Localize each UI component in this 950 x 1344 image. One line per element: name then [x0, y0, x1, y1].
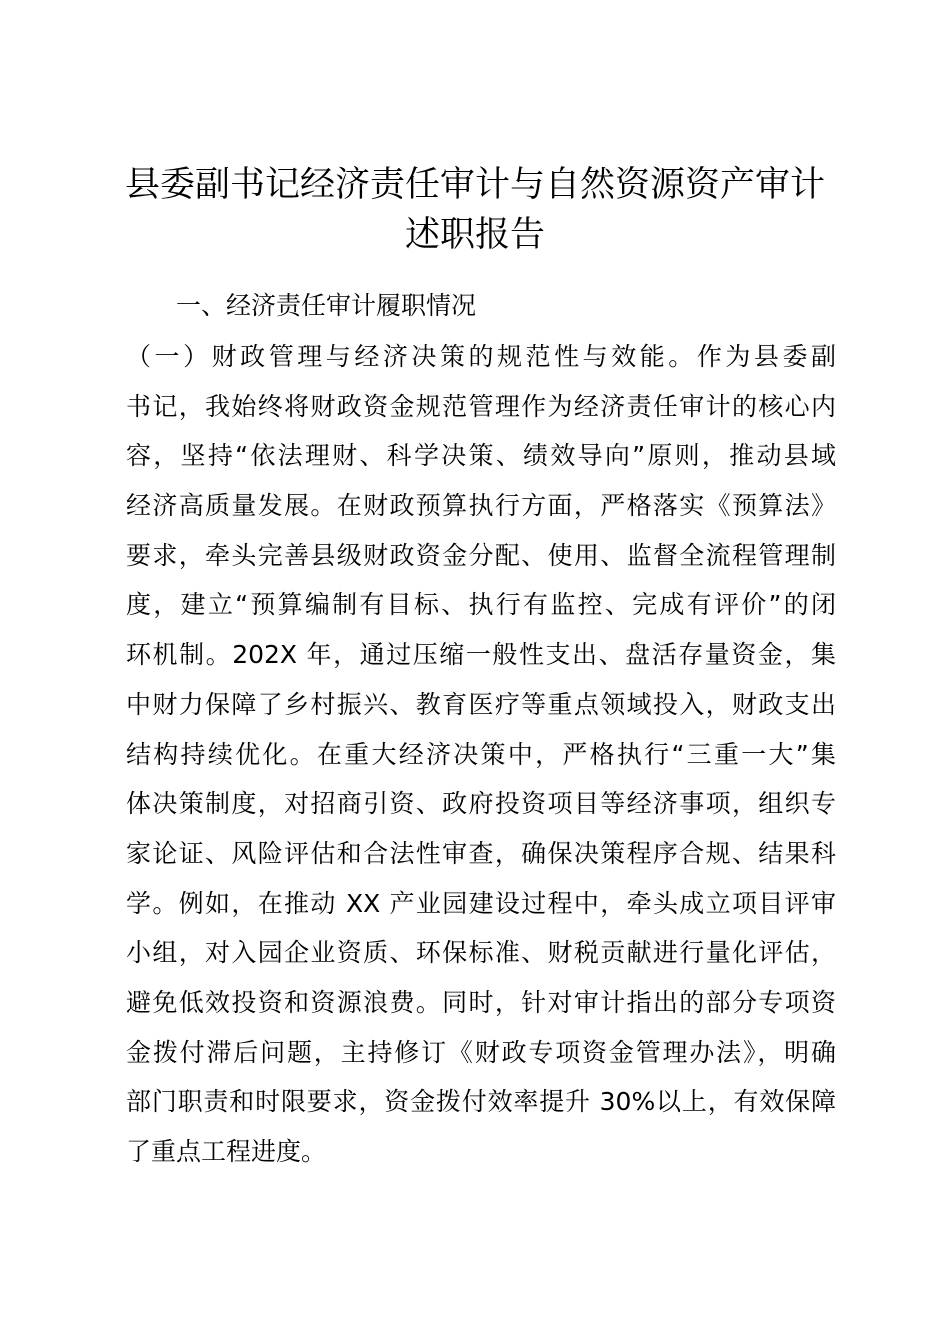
- paragraph-line-last: 了重点工程进度。: [126, 1137, 327, 1166]
- document-title: [120, 160, 830, 259]
- paragraph-line: 避免低效投资和资源浪费。同时，针对审计指出的部分专项资: [126, 987, 836, 1017]
- paragraph-line: 中财力保障了乡村振兴、教育医疗等重点领域投入，财政支出: [126, 689, 836, 719]
- paragraph-line: （一）财政管理与经济决策的规范性与效能。作为县委副: [126, 342, 836, 371]
- title-line-1: 县委副书记经济责任审计与自然资源资产审计: [124, 165, 825, 205]
- paragraph-body: [126, 332, 836, 1177]
- paragraph-line: 环机制。202X 年，通过压缩一般性支出、盘活存量资金，集: [126, 640, 836, 670]
- paragraph-line: 结构持续优化。在重大经济决策中，严格执行“三重一大”集: [126, 739, 836, 769]
- title-line-2: 述职报告: [404, 214, 545, 255]
- paragraph-line: 家论证、风险评估和合法性审查，确保决策程序合规、结果科: [126, 838, 836, 868]
- paragraph-line: 书记，我始终将财政资金规范管理作为经济责任审计的核心内: [126, 391, 836, 421]
- paragraph-line: 度，建立“预算编制有目标、执行有监控、完成有评价”的闭: [126, 590, 836, 620]
- section-heading: 一、经济责任审计履职情况: [176, 291, 477, 320]
- paragraph-line: 部门职责和时限要求，资金拨付效率提升 30%以上，有效保障: [126, 1087, 836, 1117]
- paragraph-line: 小组，对入园企业资质、环保标准、财税贡献进行量化评估，: [126, 938, 836, 968]
- paragraph-line: 容，坚持“依法理财、科学决策、绩效导向”原则，推动县域: [126, 441, 836, 471]
- paragraph-line: 金拨付滞后问题，主持修订《财政专项资金管理办法》，明确: [126, 1037, 836, 1067]
- paragraph-line: 学。例如，在推动 XX 产业园建设过程中，牵头成立项目评审: [126, 888, 836, 918]
- paragraph-line: 经济高质量发展。在财政预算执行方面，严格落实《预算法》: [126, 491, 836, 521]
- paragraph-line: 要求，牵头完善县级财政资金分配、使用、监督全流程管理制: [126, 540, 836, 570]
- paragraph-line: 体决策制度，对招商引资、政府投资项目等经济事项，组织专: [126, 789, 836, 819]
